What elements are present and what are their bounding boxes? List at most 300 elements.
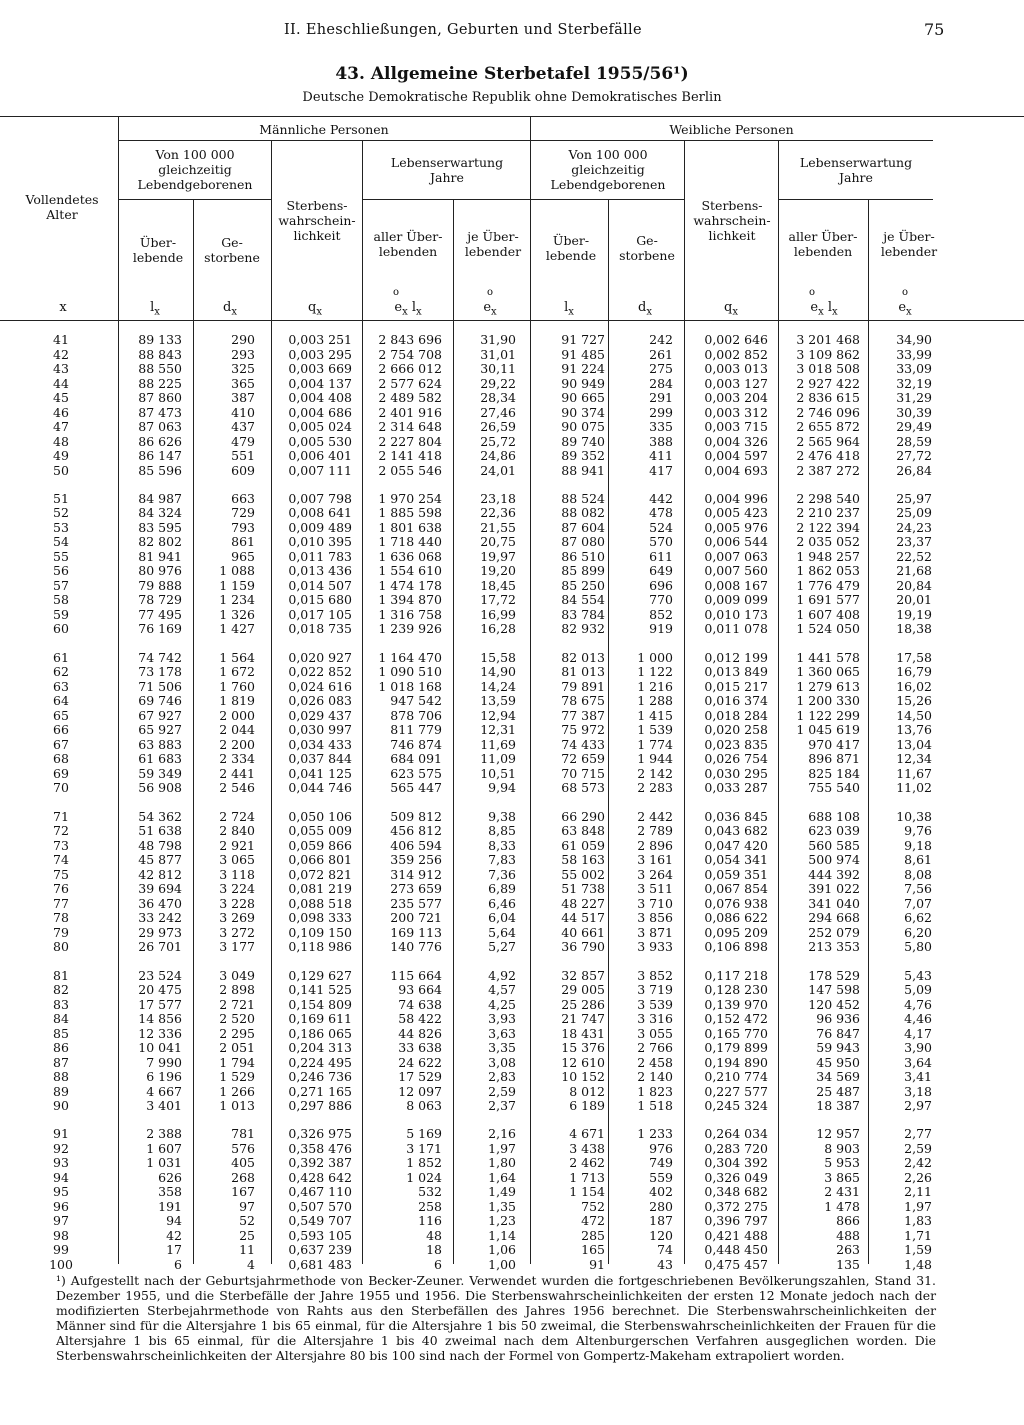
table-row xyxy=(0,983,1024,998)
table-cell: 3 401 xyxy=(146,1098,182,1114)
table-cell: 45 877 xyxy=(138,852,182,868)
symbol-dx-m: $d_x$ xyxy=(223,300,237,318)
table-cell: 1 539 xyxy=(637,722,673,738)
table-cell: 74 xyxy=(53,852,69,868)
table-cell: 76 169 xyxy=(138,621,182,637)
table-cell: 3 856 xyxy=(637,910,673,926)
table-cell: 1 233 xyxy=(637,1126,673,1142)
table-cell: 0,054 341 xyxy=(704,852,768,868)
table-cell: 52 xyxy=(53,505,69,521)
table-cell: 3 201 468 xyxy=(796,332,860,347)
table-cell: 729 xyxy=(231,505,255,521)
table-cell: 0,448 450 xyxy=(704,1242,768,1258)
header-prob-f: Sterbenswahrscheinlichkeit xyxy=(693,198,771,243)
table-cell: 684 091 xyxy=(390,751,442,767)
table-cell: 51 xyxy=(53,490,69,506)
table-cell: 0,186 065 xyxy=(288,1025,352,1041)
table-cell: 27,46 xyxy=(480,404,516,420)
table-cell: 83 595 xyxy=(138,519,182,535)
table-cell: 99 xyxy=(53,1242,69,1258)
table-cell: 1 394 870 xyxy=(378,592,442,608)
table-cell: 18 387 xyxy=(816,1098,860,1114)
table-cell: 479 xyxy=(231,433,255,449)
table-cell: 0,475 457 xyxy=(704,1256,768,1272)
table-cell: 1 326 xyxy=(219,606,255,622)
table-row xyxy=(0,506,1024,521)
table-cell: 1 474 178 xyxy=(378,577,442,593)
table-cell: 509 812 xyxy=(390,808,442,824)
table-cell: 0,011 783 xyxy=(288,548,352,564)
table-cell: 8 903 xyxy=(824,1140,860,1156)
table-cell: 39 694 xyxy=(138,881,182,897)
row-group xyxy=(0,1127,1024,1272)
table-cell: 0,005 530 xyxy=(288,433,352,449)
table-row xyxy=(0,940,1024,955)
table-cell: 84 987 xyxy=(138,490,182,506)
table-cell: 2 210 237 xyxy=(796,505,860,521)
table-cell: 84 554 xyxy=(561,592,605,608)
table-row xyxy=(0,1012,1024,1027)
table-cell: 2 458 xyxy=(637,1054,673,1070)
table-cell: 0,004 686 xyxy=(288,404,352,420)
table-cell: 115 664 xyxy=(390,967,442,983)
table-cell: 0,013 849 xyxy=(704,664,768,680)
table-cell: 3 177 xyxy=(219,939,255,955)
table-cell: 0,428 642 xyxy=(288,1169,352,1185)
table-cell: 2 898 xyxy=(219,982,255,998)
table-cell: 85 596 xyxy=(138,462,182,478)
table-title: 43. Allgemeine Sterbetafel 1955/56¹) xyxy=(335,64,689,84)
symbol-o-f1: o xyxy=(808,287,816,298)
table-row xyxy=(0,1127,1024,1142)
table-cell: 0,304 392 xyxy=(704,1155,768,1171)
table-cell: 1 000 xyxy=(637,649,673,665)
table-cell: 2 546 xyxy=(219,780,255,796)
table-cell: 4,46 xyxy=(904,1011,932,1027)
table-cell: 0,059 351 xyxy=(704,866,768,882)
table-row xyxy=(0,752,1024,767)
table-cell: 58 163 xyxy=(561,852,605,868)
table-cell: 120 452 xyxy=(808,996,860,1012)
table-cell: 290 xyxy=(231,332,255,347)
table-cell: 48 xyxy=(53,433,69,449)
table-cell: 781 xyxy=(231,1126,255,1142)
table-row xyxy=(0,665,1024,680)
table-cell: 25,72 xyxy=(480,433,516,449)
table-cell: 6,04 xyxy=(488,910,516,926)
table-cell: 24,23 xyxy=(896,519,932,535)
table-cell: 0,030 295 xyxy=(704,765,768,781)
table-cell: 17,58 xyxy=(896,649,932,665)
table-cell: 500 974 xyxy=(808,852,860,868)
table-row xyxy=(0,1171,1024,1186)
table-cell: 78 xyxy=(53,910,69,926)
table-cell: 44 xyxy=(53,375,69,391)
table-cell: 22,36 xyxy=(480,505,516,521)
table-cell: 1 415 xyxy=(637,707,673,723)
table-cell: 8,33 xyxy=(488,837,516,853)
header-male: Männliche Personen xyxy=(259,122,389,137)
table-cell: 1 944 xyxy=(637,751,673,767)
table-cell: 9,94 xyxy=(488,780,516,796)
table-cell: 1,23 xyxy=(488,1213,516,1229)
table-cell: 72 xyxy=(53,823,69,839)
table-cell: 0,004 693 xyxy=(704,462,768,478)
table-cell: 1 529 xyxy=(219,1069,255,1085)
table-cell: 91 485 xyxy=(561,346,605,362)
table-cell: 2 055 546 xyxy=(378,462,442,478)
table-cell: 4,57 xyxy=(488,982,516,998)
table-cell: 6 xyxy=(434,1256,442,1272)
table-cell: 64 xyxy=(53,693,69,709)
table-cell: 1 288 xyxy=(637,693,673,709)
table-cell: 609 xyxy=(231,462,255,478)
symbol-ex-m: $e_x$ xyxy=(483,300,497,318)
table-row xyxy=(0,1056,1024,1071)
table-cell: 1 636 068 xyxy=(378,548,442,564)
table-cell: 388 xyxy=(649,433,673,449)
table-cell: 325 xyxy=(231,361,255,376)
table-row xyxy=(0,593,1024,608)
table-cell: 7 990 xyxy=(146,1054,182,1070)
table-cell: 0,098 333 xyxy=(288,910,352,926)
table-cell: 623 039 xyxy=(808,823,860,839)
table-cell: 2 441 xyxy=(219,765,255,781)
table-row xyxy=(0,694,1024,709)
table-cell: 27,72 xyxy=(896,448,932,463)
table-cell: 4,92 xyxy=(488,967,516,983)
table-cell: 0,003 204 xyxy=(704,390,768,405)
table-cell: 0,003 715 xyxy=(704,419,768,434)
table-cell: 0,012 199 xyxy=(704,649,768,665)
header-lifeexp-m: Lebenserwartung Jahre xyxy=(390,155,504,185)
table-cell: 84 xyxy=(53,1011,69,1027)
table-cell: 13,04 xyxy=(896,736,932,752)
table-cell: 0,421 488 xyxy=(704,1227,768,1243)
table-row xyxy=(0,1156,1024,1171)
table-cell: 97 xyxy=(239,1198,255,1214)
table-cell: 22,52 xyxy=(896,548,932,564)
table-cell: 268 xyxy=(231,1169,255,1185)
table-cell: 55 xyxy=(53,548,69,564)
row-group xyxy=(0,810,1024,955)
table-cell: 24,01 xyxy=(480,462,516,478)
table-cell: 965 xyxy=(231,548,255,564)
table-cell: 93 xyxy=(53,1155,69,1171)
table-cell: 73 xyxy=(53,837,69,853)
table-cell: 3,08 xyxy=(488,1054,516,1070)
table-cell: 2 843 696 xyxy=(378,332,442,347)
table-cell: 611 xyxy=(649,548,673,564)
table-cell: 83 xyxy=(53,996,69,1012)
table-row xyxy=(0,810,1024,825)
table-cell: 0,036 845 xyxy=(704,808,768,824)
table-cell: 21,55 xyxy=(480,519,516,535)
footnote-text: ¹) Aufgestellt nach der Geburtsjahrmethode von Becker-Zeuner. Verwendet wurden die fortgeschriebenen Bevölkerungszahlen, Stand 31. Dezember 1955, und die Sterbefälle der Jahre 1955 und 1956. Die Sterbenswahrscheinlichkeiten der ersten 12 Monate jedoch nach der modifizierten Sterbejahrmethode von Rahts aus den Sterbefällen des Jahres 1956 berechnet. Die Sterbenswahrscheinlichkeiten der Männer sind für die Altersjahre 1 bis 65 einmal, für die Altersjahre 1 bis 50 zweimal, die Sterbenswahrscheinlichkeiten der Frauen für die Altersjahre 1 bis 65 einmal, für die Altersjahre 1 bis 40 zweimal nach dem Altenburgerschen Verfahren ausgeglichen worden. Die Sterbenswahrscheinlichkeiten der Altersjahre 80 bis 100 sind nach der Formel von Gompertz-Makeham extrapoliert worden. xyxy=(56,1273,936,1363)
table-cell: 0,204 313 xyxy=(288,1040,352,1056)
table-cell: 0,034 433 xyxy=(288,736,352,752)
table-cell: 66 290 xyxy=(561,808,605,824)
running-title: II. Eheschließungen, Geburten und Sterbefälle xyxy=(284,22,642,38)
table-cell: 8,85 xyxy=(488,823,516,839)
table-cell: 10 152 xyxy=(561,1069,605,1085)
table-cell: 570 xyxy=(649,534,673,550)
table-cell: 3 065 xyxy=(219,852,255,868)
table-cell: 7,36 xyxy=(488,866,516,882)
table-cell: 0,022 852 xyxy=(288,664,352,680)
table-cell: 0,023 835 xyxy=(704,736,768,752)
table-cell: 100 xyxy=(49,1256,73,1272)
table-cell: 2,59 xyxy=(904,1140,932,1156)
row-group xyxy=(0,969,1024,1114)
header-allsurv-f: aller Überlebenden xyxy=(788,229,858,259)
table-cell: 34,90 xyxy=(896,332,932,347)
table-cell: 2 746 096 xyxy=(796,404,860,420)
table-cell: 0,018 284 xyxy=(704,707,768,723)
table-cell: 2,42 xyxy=(904,1155,932,1171)
table-cell: 10,51 xyxy=(480,765,516,781)
table-cell: 11 xyxy=(239,1242,255,1258)
table-row xyxy=(0,868,1024,883)
table-cell: 13,59 xyxy=(480,693,516,709)
table-cell: 793 xyxy=(231,519,255,535)
table-cell: 252 079 xyxy=(808,924,860,940)
table-cell: 0,194 890 xyxy=(704,1054,768,1070)
table-cell: 46 xyxy=(53,404,69,420)
table-cell: 59 943 xyxy=(816,1040,860,1056)
table-cell: 0,003 013 xyxy=(704,361,768,376)
table-cell: 77 xyxy=(53,895,69,911)
table-cell: 1 427 xyxy=(219,621,255,637)
table-cell: 1,83 xyxy=(904,1213,932,1229)
table-cell: 406 594 xyxy=(390,837,442,853)
table-cell: 623 575 xyxy=(390,765,442,781)
table-cell: 31,29 xyxy=(896,390,932,405)
table-cell: 75 xyxy=(53,866,69,882)
table-cell: 1 316 758 xyxy=(378,606,442,622)
table-cell: 56 908 xyxy=(138,780,182,796)
table-cell: 410 xyxy=(231,404,255,420)
table-cell: 2,77 xyxy=(904,1126,932,1142)
table-cell: 2 122 394 xyxy=(796,519,860,535)
table-cell: 61 683 xyxy=(138,751,182,767)
table-cell: 524 xyxy=(649,519,673,535)
table-cell: 14,90 xyxy=(480,664,516,680)
table-cell: 200 721 xyxy=(390,910,442,926)
table-cell: 1 524 050 xyxy=(796,621,860,637)
table-cell: 0,106 898 xyxy=(704,939,768,955)
table-cell: 1 013 xyxy=(219,1098,255,1114)
table-cell: 3 171 xyxy=(406,1140,442,1156)
table-cell: 12 610 xyxy=(561,1054,605,1070)
table-cell: 1,64 xyxy=(488,1169,516,1185)
table-cell: 1 760 xyxy=(219,678,255,694)
table-cell: 90 075 xyxy=(561,419,605,434)
table-cell: 1 090 510 xyxy=(378,664,442,680)
table-cell: 293 xyxy=(231,346,255,362)
table-cell: 12,94 xyxy=(480,707,516,723)
rule-sub-m2 xyxy=(362,199,530,200)
table-cell: 135 xyxy=(836,1256,860,1272)
table-cell: 2 655 872 xyxy=(796,419,860,434)
table-cell: 852 xyxy=(649,606,673,622)
table-row xyxy=(0,579,1024,594)
table-cell: 0,326 049 xyxy=(704,1169,768,1185)
table-cell: 48 798 xyxy=(138,837,182,853)
table-cell: 1 031 xyxy=(146,1155,182,1171)
table-cell: 0,015 680 xyxy=(288,592,352,608)
table-cell: 2 489 582 xyxy=(378,390,442,405)
table-cell: 89 740 xyxy=(561,433,605,449)
table-cell: 94 xyxy=(53,1169,69,1185)
table-cell: 3 055 xyxy=(637,1025,673,1041)
table-cell: 1 360 065 xyxy=(796,664,860,680)
table-cell: 50 xyxy=(53,462,69,478)
table-cell: 3 269 xyxy=(219,910,255,926)
table-row xyxy=(0,1070,1024,1085)
table-cell: 96 936 xyxy=(816,1011,860,1027)
table-cell: 2 401 916 xyxy=(378,404,442,420)
table-cell: 16,28 xyxy=(480,621,516,637)
table-cell: 54 362 xyxy=(138,808,182,824)
table-cell: 6 xyxy=(174,1256,182,1272)
table-cell: 6 196 xyxy=(146,1069,182,1085)
table-cell: 0,055 009 xyxy=(288,823,352,839)
table-cell: 56 xyxy=(53,563,69,579)
table-row xyxy=(0,1027,1024,1042)
table-cell: 2 476 418 xyxy=(796,448,860,463)
rule-head-bottom xyxy=(0,320,1024,321)
table-row xyxy=(0,420,1024,435)
table-cell: 2 431 xyxy=(824,1184,860,1200)
table-cell: 649 xyxy=(649,563,673,579)
table-cell: 85 250 xyxy=(561,577,605,593)
table-cell: 0,017 105 xyxy=(288,606,352,622)
table-cell: 87 604 xyxy=(561,519,605,535)
table-cell: 116 xyxy=(418,1213,442,1229)
table-cell: 20,01 xyxy=(896,592,932,608)
symbol-qx-f: $q_x$ xyxy=(724,300,738,318)
table-cell: 1 970 254 xyxy=(378,490,442,506)
table-cell: 0,004 326 xyxy=(704,433,768,449)
table-cell: 442 xyxy=(649,490,673,506)
table-cell: 565 447 xyxy=(390,780,442,796)
table-cell: 51 638 xyxy=(138,823,182,839)
table-cell: 5,43 xyxy=(904,967,932,983)
table-row xyxy=(0,348,1024,363)
table-cell: 280 xyxy=(649,1198,673,1214)
table-cell: 2,37 xyxy=(488,1098,516,1114)
table-cell: 5 953 xyxy=(824,1155,860,1171)
table-cell: 1 794 xyxy=(219,1054,255,1070)
table-cell: 36 790 xyxy=(561,939,605,955)
table-row xyxy=(0,1243,1024,1258)
table-cell: 15,26 xyxy=(896,693,932,709)
table-cell: 7,83 xyxy=(488,852,516,868)
table-row xyxy=(0,651,1024,666)
table-cell: 0,013 436 xyxy=(288,563,352,579)
table-cell: 626 xyxy=(158,1169,182,1185)
table-cell: 92 xyxy=(53,1140,69,1156)
table-cell: 0,165 770 xyxy=(704,1025,768,1041)
table-cell: 1,97 xyxy=(904,1198,932,1214)
table-cell: 532 xyxy=(418,1184,442,1200)
table-cell: 9,76 xyxy=(904,823,932,839)
table-cell: 559 xyxy=(649,1169,673,1185)
table-cell: 53 xyxy=(53,519,69,535)
table-cell: 43 xyxy=(53,361,69,376)
table-cell: 29,22 xyxy=(480,375,516,391)
table-cell: 1,71 xyxy=(904,1227,932,1243)
table-cell: 73 178 xyxy=(138,664,182,680)
table-cell: 4,25 xyxy=(488,996,516,1012)
table-cell: 478 xyxy=(649,505,673,521)
table-cell: 2 927 422 xyxy=(796,375,860,391)
table-cell: 88 843 xyxy=(138,346,182,362)
table-cell: 20,75 xyxy=(480,534,516,550)
table-cell: 9,18 xyxy=(904,837,932,853)
table-cell: 1 885 598 xyxy=(378,505,442,521)
symbol-ex-f: $e_x$ xyxy=(898,300,912,318)
table-cell: 8 012 xyxy=(569,1083,605,1099)
table-cell: 0,326 975 xyxy=(288,1126,352,1142)
table-cell: 3,90 xyxy=(904,1040,932,1056)
table-cell: 1 691 577 xyxy=(796,592,860,608)
table-cell: 3,64 xyxy=(904,1054,932,1070)
table-cell: 12 336 xyxy=(138,1025,182,1041)
table-cell: 0,015 217 xyxy=(704,678,768,694)
table-cell: 57 xyxy=(53,577,69,593)
table-cell: 0,681 483 xyxy=(288,1256,352,1272)
table-cell: 0,005 024 xyxy=(288,419,352,434)
table-cell: 0,011 078 xyxy=(704,621,768,637)
table-cell: 34 569 xyxy=(816,1069,860,1085)
symbol-o-m1: o xyxy=(392,287,400,298)
table-cell: 0,297 886 xyxy=(288,1098,352,1114)
table-cell: 2 462 xyxy=(569,1155,605,1171)
table-cell: 4,17 xyxy=(904,1025,932,1041)
table-cell: 25 xyxy=(239,1227,255,1243)
table-cell: 91 727 xyxy=(561,332,605,347)
table-cell: 63 848 xyxy=(561,823,605,839)
table-cell: 13,76 xyxy=(896,722,932,738)
table-cell: 88 xyxy=(53,1069,69,1085)
table-cell: 560 585 xyxy=(808,837,860,853)
table-cell: 14,50 xyxy=(896,707,932,723)
table-cell: 2,11 xyxy=(904,1184,932,1200)
table-cell: 1 564 xyxy=(219,649,255,665)
table-cell: 0,088 518 xyxy=(288,895,352,911)
table-cell: 417 xyxy=(649,462,673,478)
table-cell: 82 xyxy=(53,982,69,998)
symbol-x: x xyxy=(59,300,67,315)
table-cell: 2 200 xyxy=(219,736,255,752)
table-cell: 3 272 xyxy=(219,924,255,940)
table-cell: 90 665 xyxy=(561,390,605,405)
table-cell: 0,014 507 xyxy=(288,577,352,593)
table-cell: 696 xyxy=(649,577,673,593)
table-cell: 0,003 251 xyxy=(288,332,352,347)
table-cell: 947 542 xyxy=(390,693,442,709)
table-cell: 1 024 xyxy=(406,1169,442,1185)
table-cell: 3 852 xyxy=(637,967,673,983)
table-cell: 7,56 xyxy=(904,881,932,897)
table-cell: 437 xyxy=(231,419,255,434)
table-cell: 58 422 xyxy=(398,1011,442,1027)
table-cell: 1 713 xyxy=(569,1169,605,1185)
table-cell: 19,19 xyxy=(896,606,932,622)
table-cell: 0,004 408 xyxy=(288,390,352,405)
